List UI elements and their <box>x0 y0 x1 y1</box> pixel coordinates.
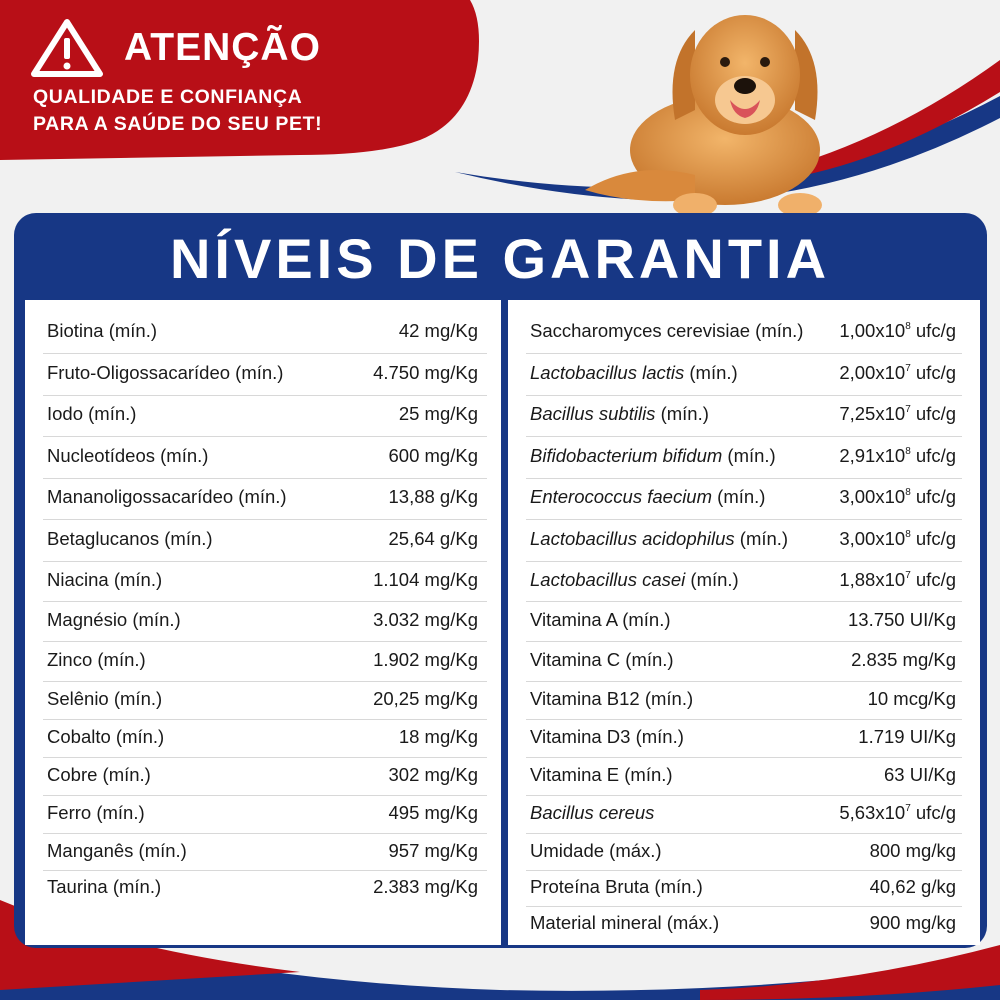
row-divider <box>43 719 487 720</box>
nutrient-value: 495 mg/Kg <box>388 802 478 823</box>
nutrient-value: $2,00x10^7$ ufc/g <box>839 362 956 383</box>
row-divider <box>43 436 487 437</box>
exponent: 8 <box>905 487 911 498</box>
nutrient-value: 1.719 UI/Kg <box>858 726 956 747</box>
nutrient-value: 10 mcg/Kg <box>867 688 956 709</box>
nutrient-name: Bacillus subtilis (mín.) <box>530 403 709 424</box>
table-row <box>530 362 956 384</box>
nutrient-value: $1,00x10^8$ ufc/g <box>839 320 956 341</box>
nutrient-value: 900 mg/kg <box>869 912 956 933</box>
table-row <box>47 320 478 342</box>
table-row <box>530 649 956 671</box>
nutrient-value: 13.750 UI/Kg <box>848 609 956 630</box>
nutrient-name: Vitamina C (mín.) <box>530 649 674 670</box>
row-divider <box>43 478 487 479</box>
nutrient-value: 800 mg/kg <box>869 840 956 861</box>
table-row <box>47 802 478 824</box>
nutrient-value: 2.835 mg/Kg <box>851 649 956 670</box>
table-row <box>530 486 956 508</box>
nutrient-name: Cobre (mín.) <box>47 764 151 785</box>
table-row <box>47 486 478 508</box>
banner-title: ATENÇÃO <box>124 26 321 69</box>
warning-icon <box>30 18 104 78</box>
nutrient-value: 1.104 mg/Kg <box>373 569 478 590</box>
row-divider <box>526 519 962 520</box>
nutrient-name: Proteína Bruta (mín.) <box>530 876 703 897</box>
table-row <box>47 569 478 591</box>
nutrient-value: 25,64 g/Kg <box>388 528 478 549</box>
nutrient-name: Lactobacillus casei (mín.) <box>530 569 739 590</box>
nutrient-value: $3,00x10^8$ ufc/g <box>839 528 956 549</box>
row-divider <box>526 719 962 720</box>
table-row <box>47 403 478 425</box>
table-row <box>530 609 956 631</box>
right-table <box>508 300 980 945</box>
nutrient-name: Magnésio (mín.) <box>47 609 181 630</box>
nutrient-name: Material mineral (máx.) <box>530 912 720 933</box>
row-divider <box>526 641 962 642</box>
nutrient-name: Selênio (mín.) <box>47 688 163 709</box>
nutrient-value: 40,62 g/kg <box>869 876 956 897</box>
row-divider <box>526 757 962 758</box>
nutrient-name-italic: Bacillus subtilis <box>530 403 656 424</box>
nutrient-value: 3.032 mg/Kg <box>373 609 478 630</box>
nutrient-name: Vitamina E (mín.) <box>530 764 673 785</box>
table-row <box>530 320 956 342</box>
table-row <box>530 528 956 550</box>
table-row <box>47 764 478 786</box>
table-row <box>530 569 956 591</box>
row-divider <box>526 906 962 907</box>
nutrient-name: Nucleotídeos (mín.) <box>47 445 209 466</box>
exponent: 8 <box>905 321 911 332</box>
row-divider <box>526 436 962 437</box>
row-divider <box>526 795 962 796</box>
nutrient-value: 20,25 mg/Kg <box>373 688 478 709</box>
nutrient-value: 600 mg/Kg <box>388 445 478 466</box>
nutrient-value: 957 mg/Kg <box>388 840 478 861</box>
row-divider <box>526 561 962 562</box>
nutrient-name: Lactobacillus acidophilus (mín.) <box>530 528 789 549</box>
table-row <box>47 649 478 671</box>
exponent: 7 <box>905 803 911 814</box>
row-divider <box>43 395 487 396</box>
nutrient-value: 13,88 g/Kg <box>388 486 478 507</box>
nutrient-name: Enterococcus faecium (mín.) <box>530 486 766 507</box>
nutrient-value: $2,91x10^8$ ufc/g <box>839 445 956 466</box>
left-table <box>25 300 501 945</box>
table-row <box>47 876 478 898</box>
nutrient-name: Ferro (mín.) <box>47 802 145 823</box>
row-divider <box>526 395 962 396</box>
nutrient-name: Fruto-Oligossacarídeo (mín.) <box>47 362 284 383</box>
nutrient-name <box>530 802 654 824</box>
table-row <box>47 609 478 631</box>
table-row <box>47 528 478 550</box>
nutrient-name: Betaglucanos (mín.) <box>47 528 213 549</box>
exponent: 8 <box>905 446 911 457</box>
exponent: 7 <box>905 570 911 581</box>
row-divider <box>526 833 962 834</box>
row-divider <box>43 870 487 871</box>
row-divider <box>43 601 487 602</box>
banner-subtitle-line1: QUALIDADE E CONFIANÇA <box>33 86 303 108</box>
nutrient-name: Mananoligossacarídeo (mín.) <box>47 486 287 507</box>
row-divider <box>526 870 962 871</box>
panel-title: NÍVEIS DE GARANTIA <box>169 227 831 290</box>
row-divider <box>43 519 487 520</box>
nutrient-name: Biotina (mín.) <box>47 320 158 341</box>
table-row <box>530 802 956 824</box>
nutrient-name: Iodo (mín.) <box>47 403 137 424</box>
row-divider <box>526 681 962 682</box>
table-row <box>530 876 956 898</box>
row-divider <box>526 478 962 479</box>
row-divider <box>526 601 962 602</box>
nutrient-value: 2.383 mg/Kg <box>373 876 478 897</box>
nutrient-name: Vitamina A (mín.) <box>530 609 671 630</box>
nutrient-name: Cobalto (mín.) <box>47 726 165 747</box>
nutrient-name: Umidade (máx.) <box>530 840 662 861</box>
nutrient-name-italic: Bifidobacterium bifidum <box>530 445 723 466</box>
nutrient-name: Saccharomyces cerevisiae (mín.) <box>530 320 804 341</box>
table-row <box>530 764 956 786</box>
nutrient-value: 42 mg/Kg <box>398 320 478 341</box>
row-divider <box>43 561 487 562</box>
table-row <box>530 688 956 710</box>
exponent: 7 <box>905 404 911 415</box>
nutrient-name: Vitamina D3 (mín.) <box>530 726 684 747</box>
table-row <box>530 445 956 467</box>
nutrient-value: 1.902 mg/Kg <box>373 649 478 670</box>
table-row <box>530 403 956 425</box>
banner-subtitle-line2: PARA A SAÚDE DO SEU PET! <box>33 113 323 135</box>
nutrient-name: Lactobacillus lactis (mín.) <box>530 362 738 383</box>
nutrient-name-italic: Bacillus cereus <box>530 802 655 823</box>
row-divider <box>43 833 487 834</box>
table-row <box>47 445 478 467</box>
nutrient-name-italic: Lactobacillus acidophilus <box>530 528 735 549</box>
nutrient-value: $1,88x10^7$ ufc/g <box>839 569 956 590</box>
row-divider <box>43 681 487 682</box>
nutrient-value: 63 UI/Kg <box>884 764 956 785</box>
nutrient-value: $5,63x10^7$ ufc/g <box>839 802 956 823</box>
nutrient-value: 302 mg/Kg <box>388 764 478 785</box>
row-divider <box>43 757 487 758</box>
exponent: 8 <box>905 529 911 540</box>
table-row <box>47 688 478 710</box>
nutrient-name-italic: Lactobacillus casei <box>530 569 686 590</box>
exponent: 7 <box>905 363 911 374</box>
nutrient-name: Bifidobacterium bifidum (mín.) <box>530 445 776 466</box>
table-row <box>530 912 956 934</box>
table-row <box>47 840 478 862</box>
row-divider <box>43 795 487 796</box>
table-row <box>47 362 478 384</box>
nutrient-value: 18 mg/Kg <box>398 726 478 747</box>
row-divider <box>43 353 487 354</box>
table-row <box>47 726 478 748</box>
nutrient-value: $7,25x10^7$ ufc/g <box>839 403 956 424</box>
dog-image <box>575 0 835 222</box>
row-divider <box>43 641 487 642</box>
nutrient-name: Manganês (mín.) <box>47 840 187 861</box>
nutrient-value: 4.750 mg/Kg <box>373 362 478 383</box>
nutrient-name-italic: Lactobacillus lactis <box>530 362 685 383</box>
table-row <box>530 840 956 862</box>
nutrient-name: Zinco (mín.) <box>47 649 146 670</box>
row-divider <box>526 353 962 354</box>
nutrient-name: Niacina (mín.) <box>47 569 163 590</box>
nutrient-name-italic: Enterococcus faecium <box>530 486 713 507</box>
nutrient-name: Vitamina B12 (mín.) <box>530 688 694 709</box>
nutrient-name: Taurina (mín.) <box>47 876 162 897</box>
nutrient-value: 25 mg/Kg <box>398 403 478 424</box>
table-row <box>530 726 956 748</box>
nutrient-value: $3,00x10^8$ ufc/g <box>839 486 956 507</box>
